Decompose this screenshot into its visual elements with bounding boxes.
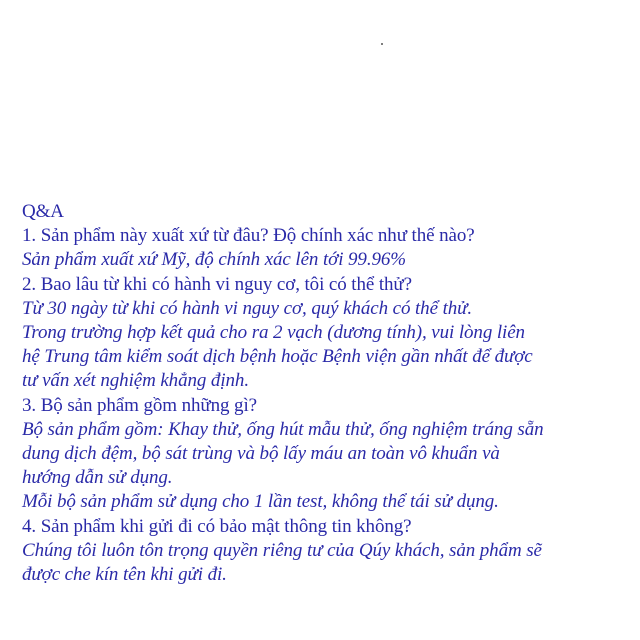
answer-2-line-2: Trong trường hợp kết quả cho ra 2 vạch (dương tính), vui lòng liên — [22, 322, 525, 344]
answer-3-line-2: dung dịch đệm, bộ sát trùng và bộ lấy máu an toàn vô khuẩn và — [22, 443, 500, 465]
answer-3-line-3: hướng dẫn sử dụng. — [22, 467, 173, 489]
question-4: 4. Sản phẩm khi gửi đi có bảo mật thông tin không? — [22, 515, 412, 537]
question-2: 2. Bao lâu từ khi có hành vi nguy cơ, tôi có thể thử? — [22, 273, 412, 295]
answer-2-line-4: tư vấn xét nghiệm khẳng định. — [22, 370, 249, 392]
question-3: 3. Bộ sản phẩm gồm những gì? — [22, 394, 257, 416]
answer-4-line-1: Chúng tôi luôn tôn trọng quyền riêng tư của Qúy khách, sản phẩm sẽ — [22, 539, 542, 561]
answer-3-line-4: Mỗi bộ sản phẩm sử dụng cho 1 lần test, không thể tái sử dụng. — [22, 491, 499, 513]
answer-2-line-1: Từ 30 ngày từ khi có hành vi nguy cơ, quý khách có thể thử. — [22, 297, 473, 319]
answer-4-line-2: được che kín tên khi gửi đi. — [22, 564, 227, 586]
qa-heading: Q&A — [22, 201, 64, 222]
answer-1-line-1: Sản phẩm xuất xứ Mỹ, độ chính xác lên tới 99.96% — [22, 249, 407, 271]
answer-2-line-3: hệ Trung tâm kiểm soát dịch bệnh hoặc Bệnh viện gần nhất để được — [22, 346, 533, 368]
stray-dot — [381, 43, 383, 45]
question-1: 1. Sản phẩm này xuất xứ từ đâu? Độ chính xác như thế nào? — [22, 225, 475, 247]
qa-section — [22, 200, 632, 587]
answer-3-line-1: Bộ sản phẩm gồm: Khay thử, ống hút mẫu thử, ống nghiệm tráng sẵn — [22, 418, 544, 440]
